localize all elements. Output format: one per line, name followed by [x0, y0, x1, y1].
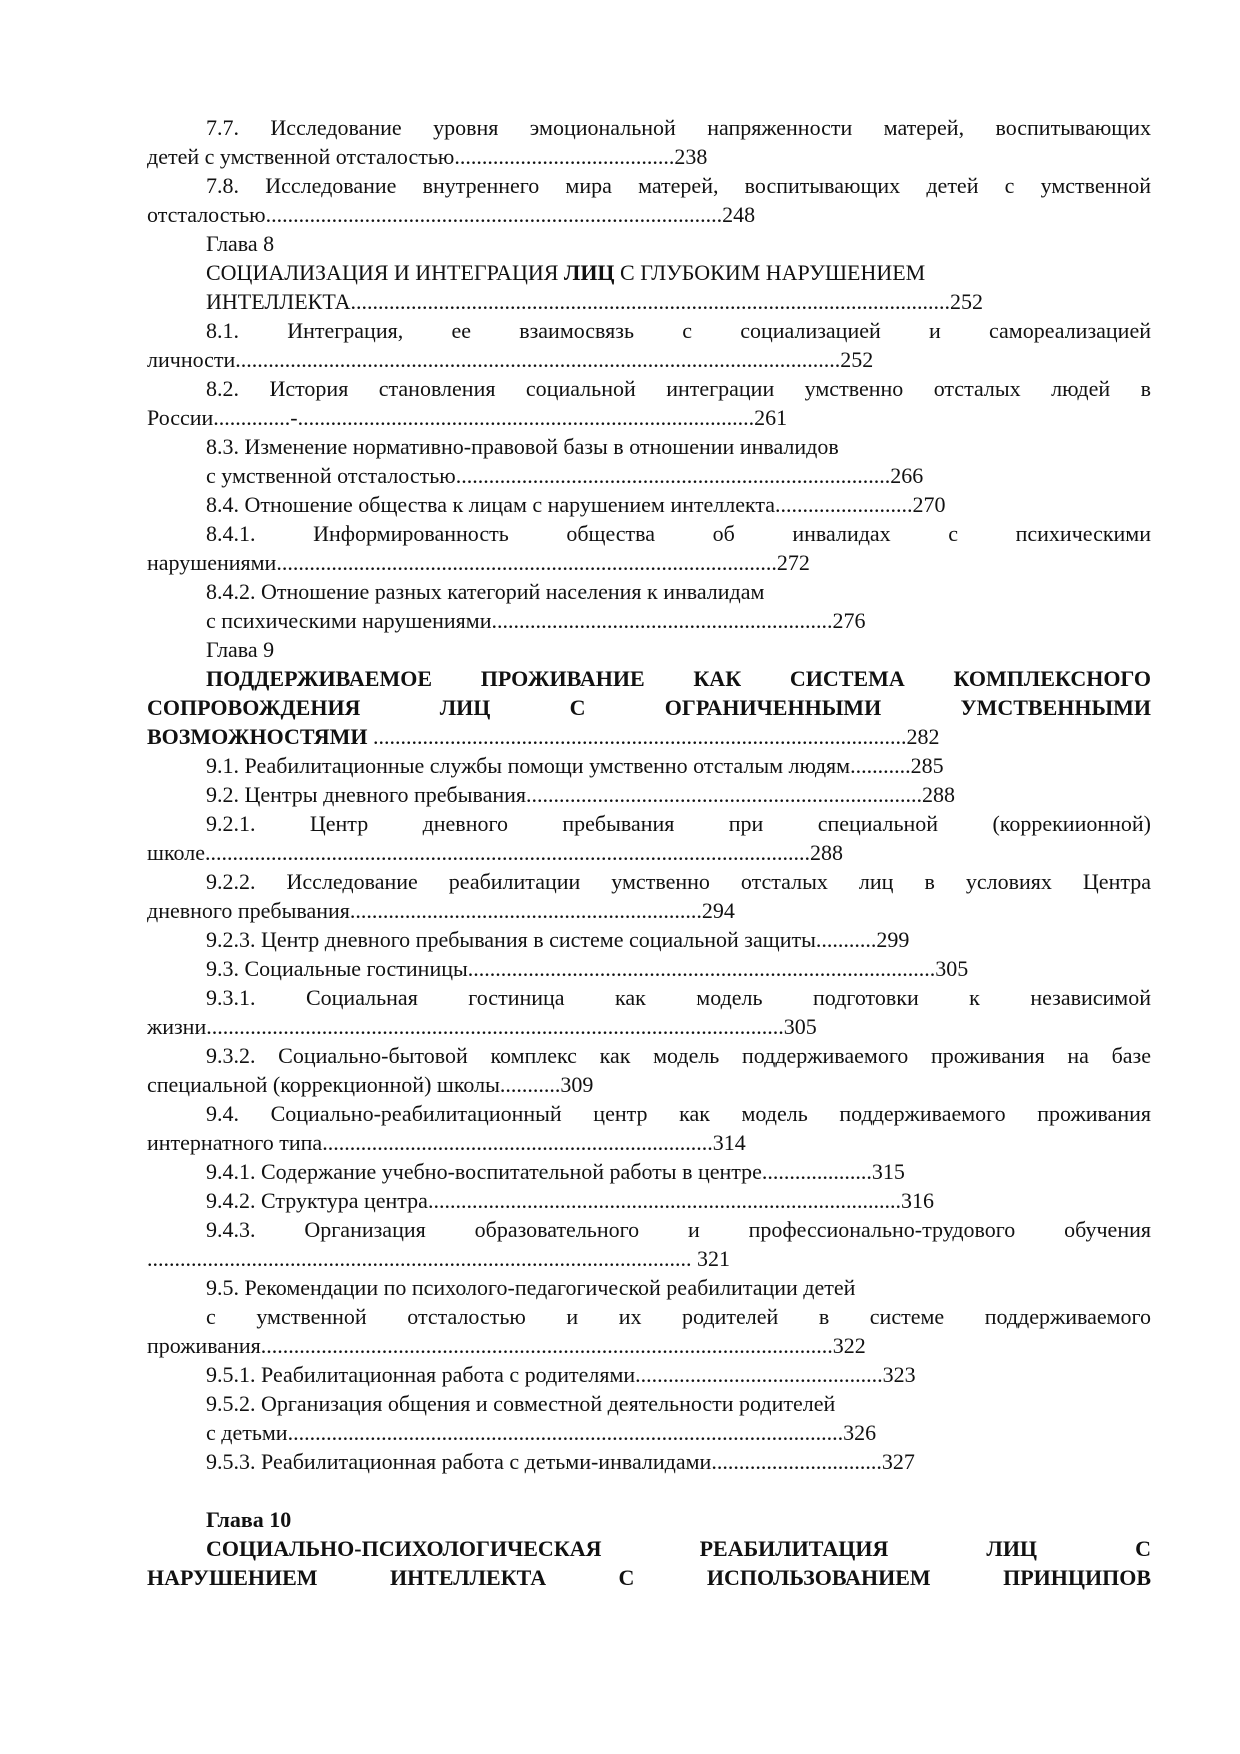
toc-entry-text: 9.5.2. Организация общения и совместной деятельности родителей — [206, 1391, 836, 1416]
dot-leader: ......................................................................................................... — [206, 1014, 784, 1039]
toc-entry-text: ИНТЕЛЛЕКТА — [206, 289, 351, 314]
toc-entry-text-continued: С ГЛУБОКИМ НАРУШЕНИЕМ — [614, 260, 926, 285]
toc-entry-line — [147, 113, 1151, 142]
toc-entry-line — [147, 1186, 1151, 1215]
dot-leader: ........................................ — [454, 144, 675, 169]
toc-entry-line — [147, 809, 1151, 838]
toc-entry-line — [147, 635, 1151, 664]
toc-entry-text: с психическими нарушениями — [206, 608, 492, 633]
dot-leader: ................................................................................................... — [147, 1246, 692, 1271]
toc-entry-text: Глава 10 — [206, 1507, 292, 1532]
toc-entry-line — [147, 142, 1151, 171]
page-number: 294 — [701, 898, 735, 923]
toc-entry-text: 9.2. Центры дневного пребывания — [206, 782, 526, 807]
toc-entry-line — [147, 577, 1151, 606]
toc-entry-text: 9.4. Социально-реабилитационный центр как модель поддерживаемого проживания — [206, 1101, 1151, 1126]
dot-leader: .................... — [761, 1159, 872, 1184]
toc-entry-line — [147, 287, 1151, 316]
page-number: 309 — [560, 1072, 594, 1097]
page-number: 315 — [871, 1159, 905, 1184]
toc-entry-line — [147, 693, 1151, 722]
page-number: 322 — [832, 1333, 866, 1358]
toc-entry-text: СОЦИАЛЬНО-ПСИХОЛОГИЧЕСКАЯ РЕАБИЛИТАЦИЯ ЛИЦ С — [206, 1536, 1151, 1561]
toc-entry-text: проживания — [147, 1333, 261, 1358]
dot-leader: ................................................................................... — [297, 405, 755, 430]
blank-line — [147, 1476, 1151, 1505]
toc-entry-line — [147, 1041, 1151, 1070]
toc-entry-line — [147, 1418, 1151, 1447]
toc-entry-text: 7.7. Исследование уровня эмоциональной напряженности матерей, воспитывающих — [206, 115, 1151, 140]
page-number: 285 — [910, 753, 944, 778]
toc-entry-text: 9.1. Реабилитационные службы помощи умственно отсталым людям — [206, 753, 851, 778]
toc-entry-text: 9.3.2. Социально-бытовой комплекс как модель поддерживаемого проживания на базе — [206, 1043, 1151, 1068]
toc-entry-text: 9.3.1. Социальная гостиница как модель подготовки к независимой — [206, 985, 1151, 1010]
toc-entry-line — [147, 1215, 1151, 1244]
toc-entry-text: 9.5.3. Реабилитационная работа с детьми-инвалидами — [206, 1449, 712, 1474]
toc-entry-line — [147, 780, 1151, 809]
toc-entry-text: СОПРОВОЖДЕНИЯ ЛИЦ С ОГРАНИЧЕННЫМИ УМСТВЕННЫМИ — [147, 695, 1151, 720]
dot-leader: ...................................................................................... — [427, 1188, 901, 1213]
toc-entry-line — [147, 983, 1151, 1012]
toc-entry-text: 8.3. Изменение нормативно-правовой базы в отношении инвалидов — [206, 434, 839, 459]
toc-entry-text: 9.4.3. Организация образовательного и профессионально-трудового обучения — [206, 1217, 1151, 1242]
toc-entry-line — [147, 1244, 1151, 1273]
toc-entry-line — [147, 867, 1151, 896]
dot-leader: ................................................................ — [349, 898, 702, 923]
page-number: 282 — [906, 724, 940, 749]
page-number: 288 — [809, 840, 843, 865]
toc-entry-line — [147, 229, 1151, 258]
toc-entry-line — [147, 954, 1151, 983]
dot-leader: ............................... — [711, 1449, 882, 1474]
toc-entry-line — [147, 432, 1151, 461]
dot-leader: ..................................................................................................... — [287, 1420, 844, 1445]
toc-entry-text: СОЦИАЛИЗАЦИЯ И ИНТЕГРАЦИЯ — [206, 260, 564, 285]
toc-entry-text: 9.5. Рекомендации по психолого-педагогической реабилитации детей — [206, 1275, 856, 1300]
page-number: 276 — [832, 608, 866, 633]
toc-entry-text: 8.4.2. Отношение разных категорий населения к инвалидам — [206, 579, 765, 604]
toc-entry-line — [147, 258, 1151, 287]
page-number: 321 — [691, 1246, 730, 1271]
toc-entry-line — [147, 1012, 1151, 1041]
toc-entry-line — [147, 1273, 1151, 1302]
dot-leader: .............................................................. — [491, 608, 833, 633]
toc-entry-line — [147, 1099, 1151, 1128]
toc-entry-text: НАРУШЕНИЕМ ИНТЕЛЛЕКТА С ИСПОЛЬЗОВАНИЕМ ПРИНЦИПОВ — [147, 1565, 1151, 1590]
page-number: 266 — [890, 463, 924, 488]
page-number: 288 — [922, 782, 955, 807]
toc-entry-line — [147, 548, 1151, 577]
toc-entry-line — [147, 722, 1151, 751]
toc-entry-line — [147, 490, 1151, 519]
toc-entry-text: специальной (коррекционной) школы — [147, 1072, 500, 1097]
dot-leader: ....................................................................... — [322, 1130, 713, 1155]
toc-entry-line — [147, 316, 1151, 345]
page-number: 314 — [712, 1130, 746, 1155]
toc-entry-text: 9.2.1. Центр дневного пребывания при специальной (коррекиионной) — [206, 811, 1151, 836]
page-number: 252 — [950, 289, 984, 314]
dot-leader: ................................................................................... — [265, 202, 723, 227]
toc-entry-text: России..............- — [147, 405, 298, 430]
toc-entry-line — [147, 461, 1151, 490]
dot-leader: ............................................................................... — [455, 463, 891, 488]
toc-entry-line — [147, 664, 1151, 693]
toc-entry-line — [147, 374, 1151, 403]
toc-entry-text: 9.2.3. Центр дневного пребывания в системе социальной защиты — [206, 927, 816, 952]
toc-entry-text: 8.1. Интеграция, ее взаимосвязь с социализацией и самореализацией — [206, 318, 1151, 343]
toc-entry-line — [147, 171, 1151, 200]
toc-entry-text: 8.2. История становления социальной интеграции умственно отсталых людей в — [206, 376, 1151, 401]
toc-entry-text: детей с умственной отсталостью — [147, 144, 455, 169]
toc-entry-bold-text: ЛИЦ — [563, 260, 615, 285]
dot-leader: ........................................................................................... — [276, 550, 777, 575]
dot-leader: ............................................. — [635, 1362, 883, 1387]
page-number: 323 — [882, 1362, 916, 1387]
toc-entry-text: интернатного типа — [147, 1130, 323, 1155]
page-number: 238 — [674, 144, 708, 169]
toc-entry-line — [147, 1302, 1151, 1331]
toc-entry-text: с умственной отсталостью — [206, 463, 456, 488]
toc-entry-text: с умственной отсталостью и их родителей в системе поддерживаемого — [206, 1304, 1151, 1329]
toc-entry-line — [147, 896, 1151, 925]
page-number: 327 — [881, 1449, 915, 1474]
dot-leader: ............................................................................................................. — [350, 289, 951, 314]
toc-entry-line — [147, 1534, 1151, 1563]
toc-entry-text: 9.5.1. Реабилитационная работа с родителями — [206, 1362, 636, 1387]
toc-entry-line — [147, 1070, 1151, 1099]
toc-entry-line — [147, 1447, 1151, 1476]
toc-entry-text: 9.3. Социальные гостиницы — [206, 956, 468, 981]
dot-leader: ........... — [850, 753, 911, 778]
toc-entry-text: 7.8. Исследование внутреннего мира матерей, воспитывающих детей с умственной — [206, 173, 1151, 198]
toc-entry-line — [147, 751, 1151, 780]
toc-entry-line — [147, 925, 1151, 954]
page-number: 261 — [754, 405, 788, 430]
dot-leader: ................................................................................................. — [372, 724, 907, 749]
toc-entry-text: дневного пребывания — [147, 898, 350, 923]
toc-entry-text: 8.4. Отношение общества к лицам с нарушением интеллекта — [206, 492, 776, 517]
dot-leader: ........... — [815, 927, 877, 952]
toc-entry-line — [147, 1360, 1151, 1389]
toc-entry-text: нарушениями — [147, 550, 277, 575]
toc-entry-text: Глава 9 — [206, 637, 275, 662]
dot-leader: .............................................................................................................. — [204, 840, 810, 865]
toc-entry-line — [147, 1331, 1151, 1360]
toc-entry-text: с детьми — [206, 1420, 288, 1445]
toc-entry-line — [147, 1128, 1151, 1157]
toc-entry-text: ПОДДЕРЖИВАЕМОЕ ПРОЖИВАНИЕ КАК СИСТЕМА КОМПЛЕКСНОГО — [206, 666, 1151, 691]
page-number: 316 — [900, 1188, 934, 1213]
toc-entry-line — [147, 1505, 1151, 1534]
toc-entry-line — [147, 200, 1151, 229]
toc-entry-line — [147, 345, 1151, 374]
dot-leader: ........................................................................................................ — [260, 1333, 833, 1358]
toc-entry-text: отсталостью — [147, 202, 266, 227]
page-number: 248 — [722, 202, 756, 227]
toc-entry-line — [147, 1157, 1151, 1186]
toc-entry-text: Глава 8 — [206, 231, 275, 256]
toc-entry-line — [147, 838, 1151, 867]
page-number: 326 — [843, 1420, 877, 1445]
dot-leader: ........................................................................ — [526, 782, 922, 807]
page-number: 252 — [840, 347, 874, 372]
dot-leader: ..................................................................................... — [467, 956, 936, 981]
toc-entry-line — [147, 519, 1151, 548]
page-number: 305 — [935, 956, 969, 981]
page-number: 272 — [776, 550, 810, 575]
table-of-contents-page — [147, 113, 1151, 1592]
page-number: 305 — [783, 1014, 817, 1039]
toc-entry-text: 8.4.1. Информированность общества об инвалидах с психическими — [206, 521, 1151, 546]
toc-entry-line — [147, 403, 1151, 432]
dot-leader: ........... — [499, 1072, 561, 1097]
page-number: 270 — [912, 492, 946, 517]
toc-entry-line — [147, 1389, 1151, 1418]
dot-leader: ......................... — [775, 492, 913, 517]
toc-entry-text: 9.4.2. Структура центра — [206, 1188, 428, 1213]
toc-entry-text: ВОЗМОЖНОСТЯМИ — [147, 724, 373, 749]
toc-entry-text: жизни — [147, 1014, 207, 1039]
dot-leader: .............................................................................................................. — [235, 347, 841, 372]
toc-entry-text: 9.2.2. Исследование реабилитации умственно отсталых лиц в условиях Центра — [206, 869, 1151, 894]
toc-entry-line — [147, 1563, 1151, 1592]
toc-entry-line — [147, 606, 1151, 635]
toc-entry-text: школе — [147, 840, 205, 865]
page-number: 299 — [876, 927, 910, 952]
toc-entry-text: личности — [147, 347, 236, 372]
toc-entry-text: 9.4.1. Содержание учебно-воспитательной работы в центре — [206, 1159, 762, 1184]
